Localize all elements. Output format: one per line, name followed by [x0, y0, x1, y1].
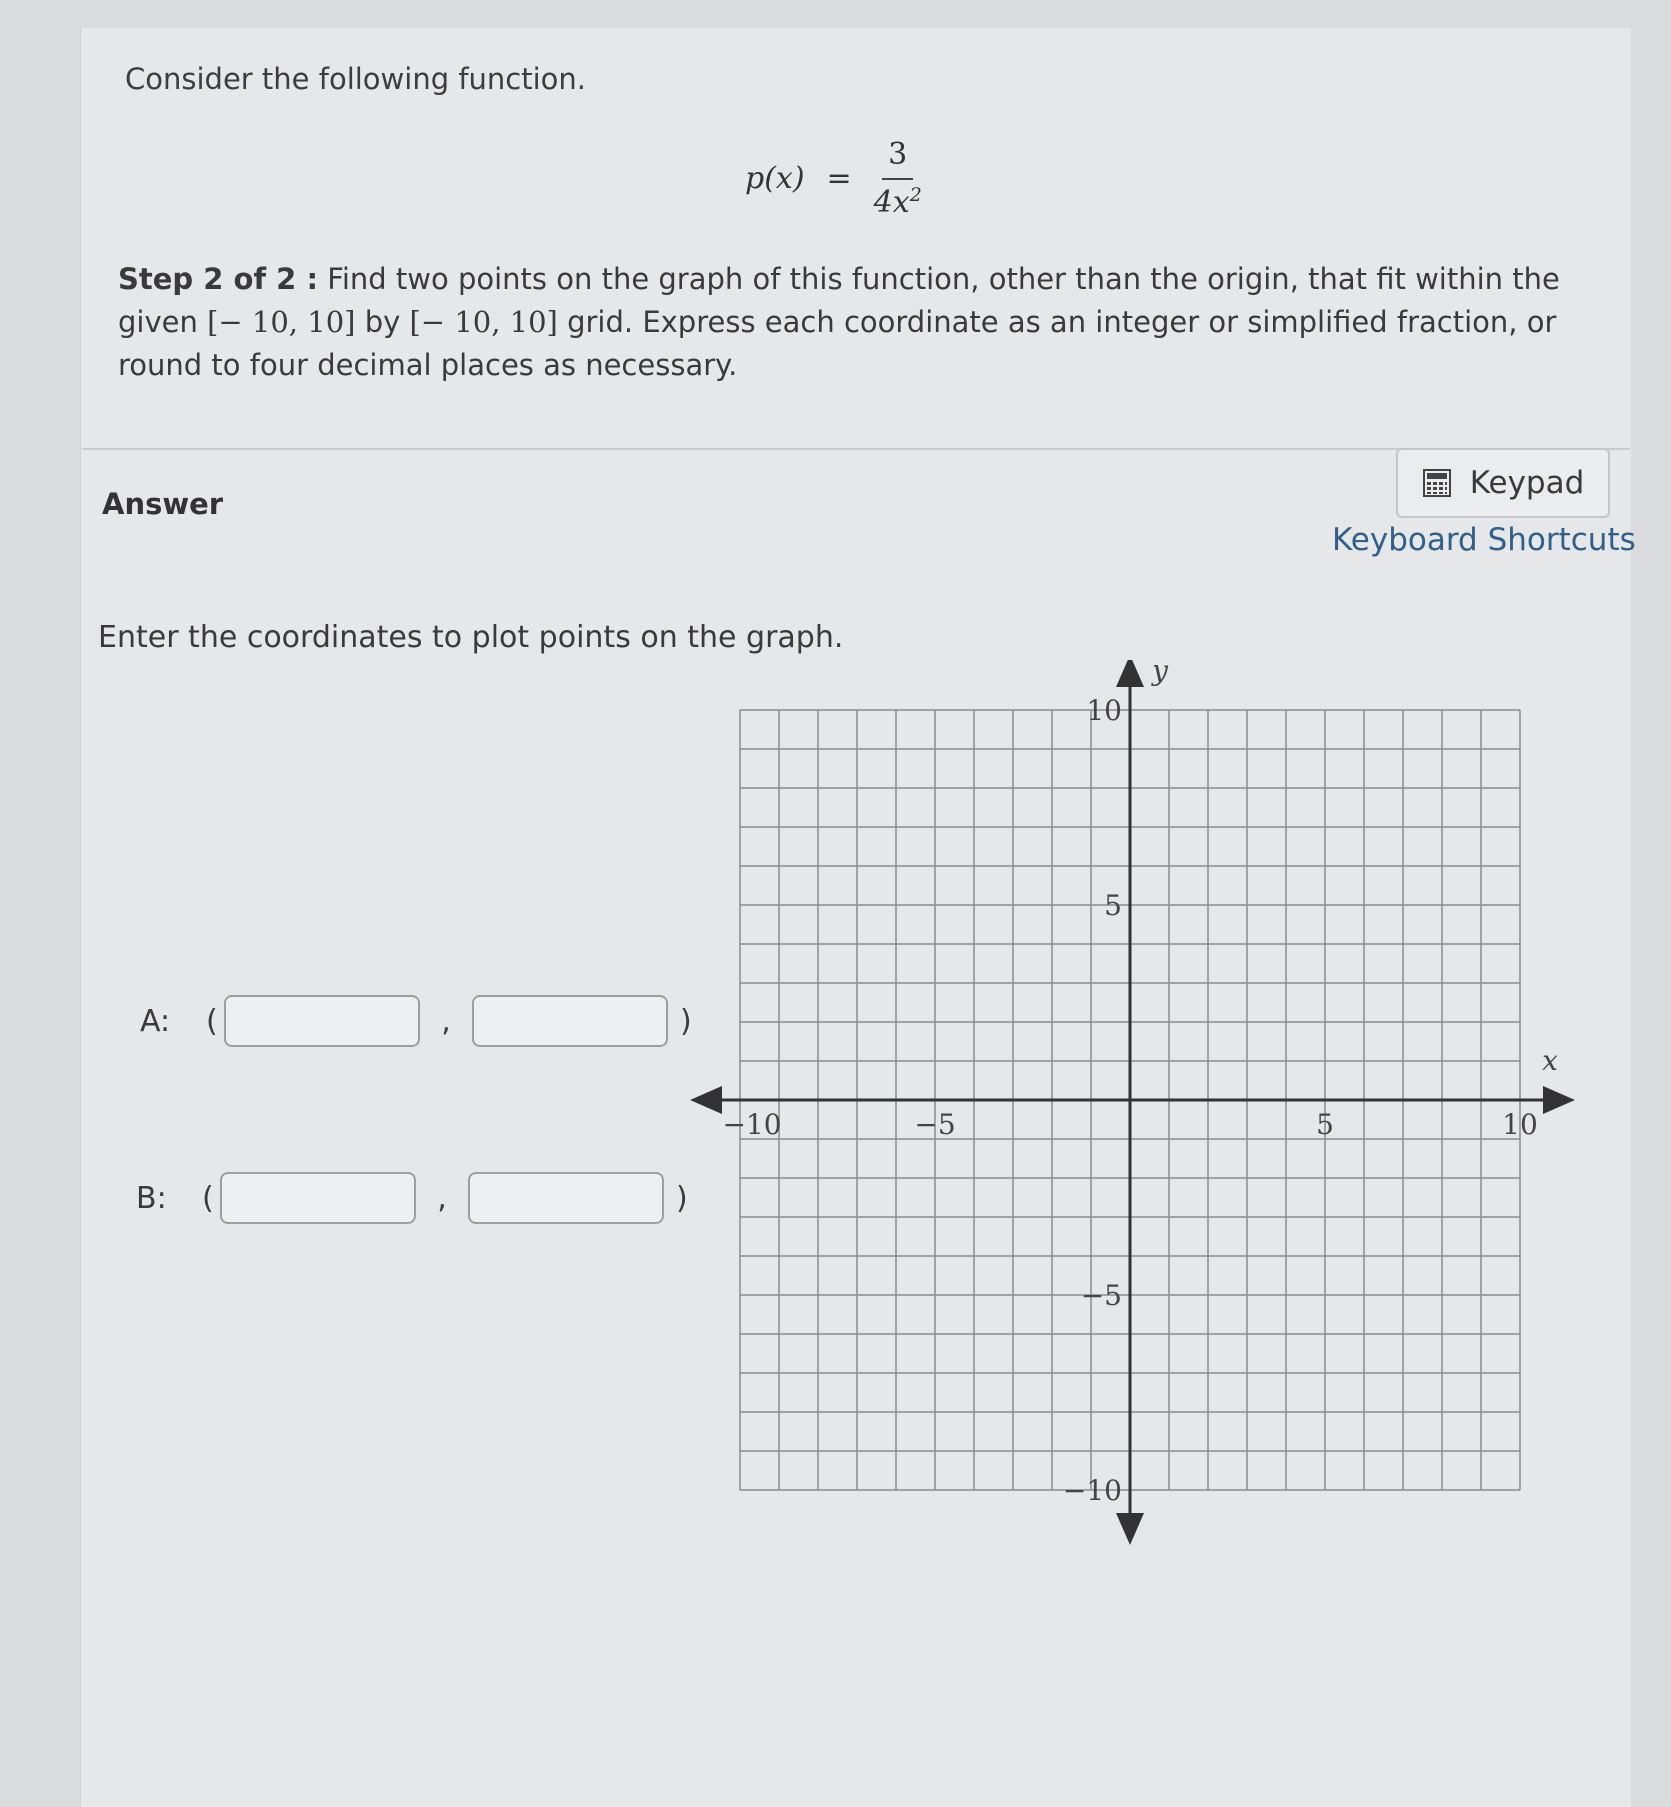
by-text: by	[364, 305, 401, 339]
coordinate-graph[interactable]	[690, 660, 1590, 1560]
point-a-comma: ,	[441, 1003, 451, 1039]
y-axis-arrow-down	[1116, 1513, 1144, 1545]
x-tick-label: −5	[914, 1108, 956, 1141]
point-b-open-paren: (	[202, 1180, 214, 1216]
equals-sign: =	[826, 160, 852, 196]
step-text-2: grid. Express each coordinate as an integer or simplified fraction, or round to four decimal places as necessary.	[118, 305, 1557, 382]
interval-x: [− 10, 10]	[207, 305, 356, 339]
x-tick-label: 5	[1316, 1108, 1334, 1141]
y-tick-label: 10	[1086, 694, 1122, 727]
fraction-numerator: 3	[882, 137, 913, 180]
point-b-x-input[interactable]	[220, 1172, 416, 1224]
point-a-label: A:	[140, 1003, 171, 1039]
point-b-label: B:	[136, 1180, 167, 1216]
y-axis-arrow-up	[1116, 660, 1144, 687]
step-instructions	[118, 258, 1568, 387]
x-axis-arrow-right	[1543, 1086, 1575, 1114]
step-label: Step 2 of 2 :	[118, 262, 319, 296]
denominator-base: 4x	[873, 184, 910, 220]
denominator-exponent: 2	[909, 183, 922, 206]
function-formula	[745, 128, 922, 228]
keyboard-shortcuts-link[interactable]: Keyboard Shortcuts	[1332, 522, 1636, 558]
calculator-icon	[1422, 468, 1452, 498]
x-tick-label: 10	[1502, 1108, 1538, 1141]
y-tick-label: −10	[1062, 1474, 1122, 1507]
point-b-y-input[interactable]	[468, 1172, 664, 1224]
plot-instruction: Enter the coordinates to plot points on the graph.	[98, 620, 844, 655]
fraction-denominator	[874, 180, 922, 220]
step-text-1: Find two points on the graph of this function, other than the origin, that fit within the given	[118, 262, 1560, 339]
y-tick-label: 5	[1104, 889, 1122, 922]
x-axis-arrow-left	[690, 1086, 722, 1114]
function-name: p(x)	[745, 160, 805, 196]
keypad-button[interactable]	[1396, 448, 1610, 518]
point-a-close-paren: )	[680, 1003, 692, 1039]
point-b-comma: ,	[437, 1180, 447, 1216]
x-axis-label: x	[1542, 1044, 1558, 1077]
answer-heading: Answer	[102, 487, 224, 521]
y-axis-label: y	[1152, 660, 1168, 687]
point-a-x-input[interactable]	[224, 995, 420, 1047]
interval-y: [− 10, 10]	[409, 305, 558, 339]
point-b-row	[136, 1172, 688, 1224]
tick-labels	[722, 660, 1558, 1507]
point-a-open-paren: (	[206, 1003, 218, 1039]
x-tick-label: −10	[722, 1108, 782, 1141]
y-tick-label: −5	[1080, 1279, 1122, 1312]
keypad-label: Keypad	[1469, 465, 1585, 501]
question-intro: Consider the following function.	[125, 62, 587, 96]
point-a-row	[140, 995, 692, 1047]
point-a-y-input[interactable]	[472, 995, 668, 1047]
point-b-close-paren: )	[676, 1180, 688, 1216]
fraction	[874, 137, 922, 220]
